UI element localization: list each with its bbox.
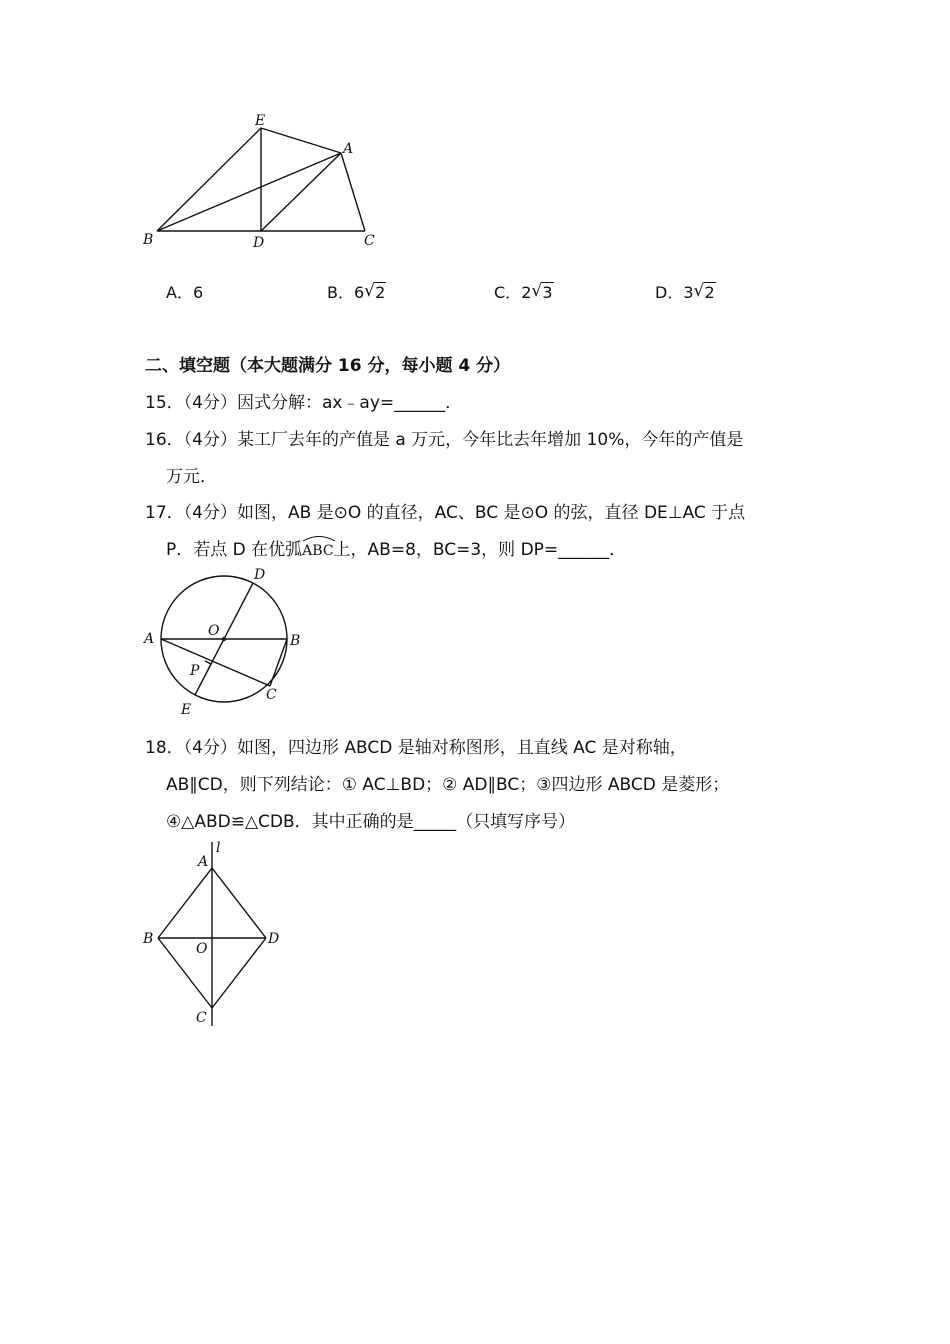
q16-line2: 万元．	[166, 467, 217, 487]
q18-line1: 18．（4分）如图，四边形 ABCD 是轴对称图形，且直线 AC 是对称轴，	[145, 738, 687, 758]
label-d: D	[253, 235, 265, 251]
label-d: D	[268, 931, 280, 947]
label-l: l	[216, 840, 221, 856]
q16-line1: 16．（4分）某工厂去年的产值是 a 万元，今年比去年增加 10%，今年的产值是	[145, 430, 744, 450]
q14-option-b: B．6√ 2	[327, 280, 386, 303]
sqrt-symbol: √ 3	[532, 283, 553, 302]
label-b: B	[143, 232, 154, 248]
label-c: C	[364, 233, 375, 249]
segment-ab	[158, 868, 212, 938]
label-a: A	[198, 854, 209, 870]
segment-ad	[212, 868, 266, 938]
q14-option-c: C．2√ 3	[494, 280, 554, 303]
sqrt-symbol: √ 2	[365, 283, 386, 302]
segment-da	[261, 153, 341, 231]
sqrt-symbol: √ 2	[695, 283, 716, 302]
chord-ac	[161, 639, 270, 686]
q18-figure	[138, 838, 288, 1033]
segment-dc	[212, 938, 266, 1008]
label-p: P	[190, 663, 200, 679]
q17-line2: P．若点 D 在优弧 ABC上，AB=8，BC=3，则 DP=______．	[166, 535, 626, 560]
segment-ba	[157, 153, 341, 231]
arc-mark-icon	[302, 534, 336, 542]
label-e: E	[181, 702, 192, 718]
q17-figure	[138, 565, 313, 720]
label-c: C	[266, 687, 277, 703]
center-dot	[222, 637, 226, 641]
chord-bc	[270, 639, 287, 686]
q14-figure	[135, 105, 395, 255]
label-b: B	[143, 931, 154, 947]
segment-ea	[261, 128, 341, 153]
segment-be	[157, 128, 261, 231]
q17-line1: 17．（4分）如图，AB 是⊙O 的直径，AC、BC 是⊙O 的弦，直径 DE⊥AC 于点	[145, 503, 746, 523]
q14-option-d: D．3√ 2	[655, 280, 716, 303]
segment-ac	[341, 153, 365, 231]
q18-line2: AB∥CD，则下列结论：① AC⊥BD；② AD∥BC；③四边形 ABCD 是菱形；	[166, 775, 730, 795]
label-o: O	[196, 941, 208, 957]
label-a: A	[343, 141, 354, 157]
label-c: C	[196, 1010, 207, 1026]
label-d: D	[254, 567, 266, 583]
arc-abc: ABC	[302, 540, 333, 560]
label-a: A	[144, 631, 155, 647]
q14-option-a: A．6	[166, 283, 204, 302]
label-o: O	[208, 623, 220, 639]
q15-text: 15．（4分）因式分解：ax﹣ay=______．	[145, 393, 463, 413]
label-e: E	[255, 113, 266, 129]
right-angle-mark	[205, 661, 211, 670]
label-b: B	[290, 633, 301, 649]
section-2-heading: 二、填空题（本大题满分 16 分，每小题 4 分）	[145, 356, 511, 376]
q18-line3: ④△ABD≌△CDB．其中正确的是_____（只填写序号）	[166, 812, 576, 832]
